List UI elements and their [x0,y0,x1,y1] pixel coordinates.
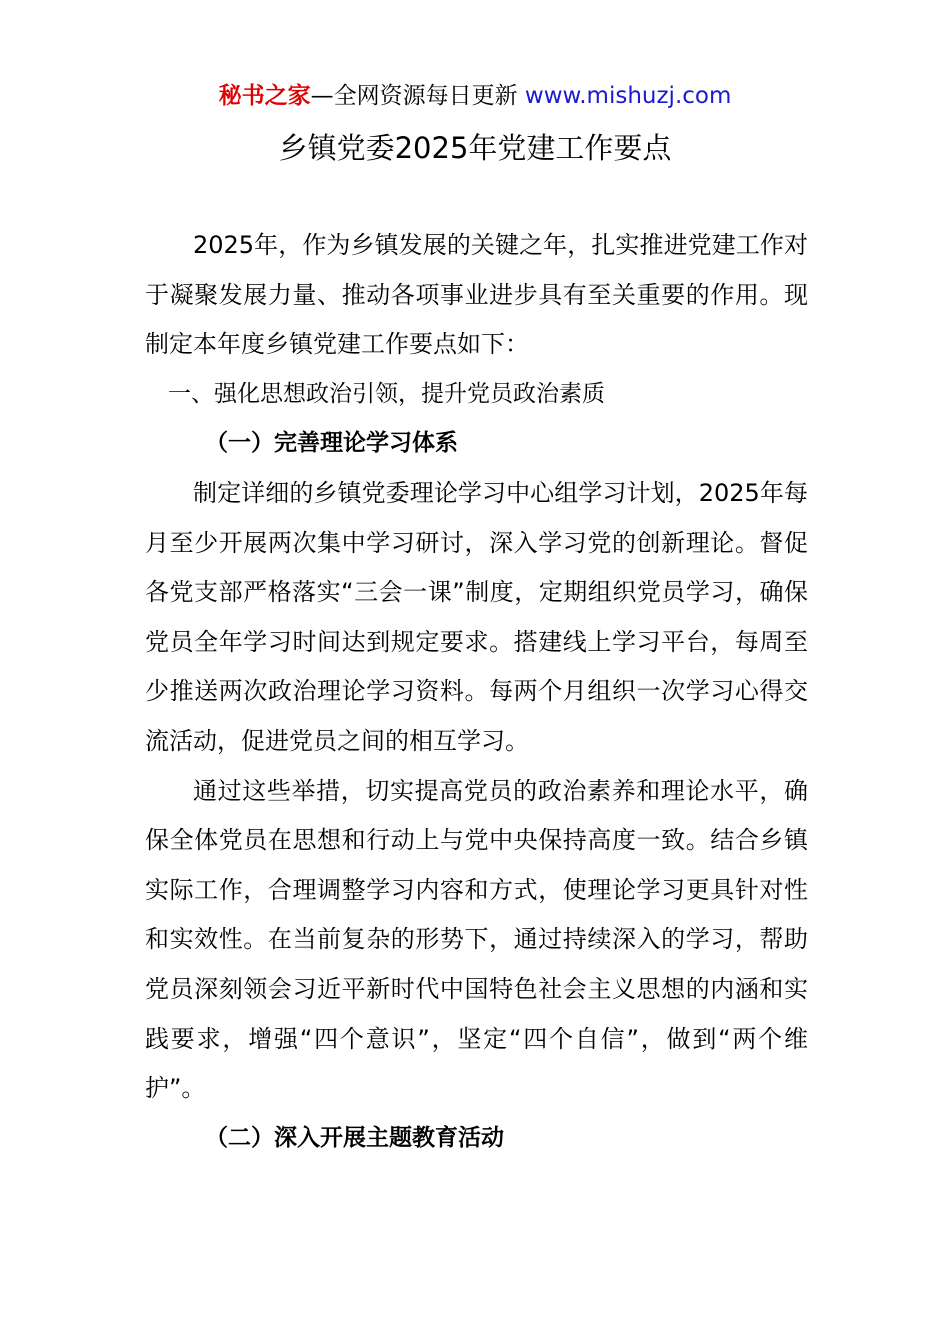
subsection-heading: （一）完善理论学习体系 [205,430,458,457]
intro-paragraph: 2025年，作为乡镇发展的关键之年，扎实推进党建工作对于凝聚发展力量、推动各项事业进步具有至关重要的作用。现制定本年度乡镇党建工作要点如下： [145,231,808,359]
subsection-heading: （二）深入开展主题教育活动 [205,1124,504,1151]
body-paragraph: 制定详细的乡镇党委理论学习中心组学习计划，2025年每月至少开展两次集中学习研讨，深入学习党的创新理论。督促各党支部严格落实“三会一课”制度，定期组织党员学习，确保党员全年学习时间达到规定要求。搭建线上学习平台，每周至少推送两次政治理论学习资料。每两个月组织一次学习心得交流活动，促进党员之间的相互学习。 [145,478,808,755]
site-url: www.mishuzj.com [524,83,732,109]
document-body [145,221,808,1163]
site-name: 秘书之家 [218,83,311,109]
site-header [0,80,950,112]
section-heading: 一、强化思想政治引领，提升党员政治素质 [168,380,605,407]
site-slogan: —全网资源每日更新 [310,83,518,109]
body-paragraph: 通过这些举措，切实提高党员的政治素养和理论水平，确保全体党员在思想和行动上与党中央保持高度一致。结合乡镇实际工作，合理调整学习内容和方式，使理论学习更具针对性和实效性。在当前复杂的形势下，通过持续深入的学习，帮助党员深刻领会习近平新时代中国特色社会主义思想的内涵和实践要求，增强“四个意识”，坚定“四个自信”，做到“两个维护”。 [145,776,808,1103]
document-title: 乡镇党委2025年党建工作要点 [278,131,672,165]
